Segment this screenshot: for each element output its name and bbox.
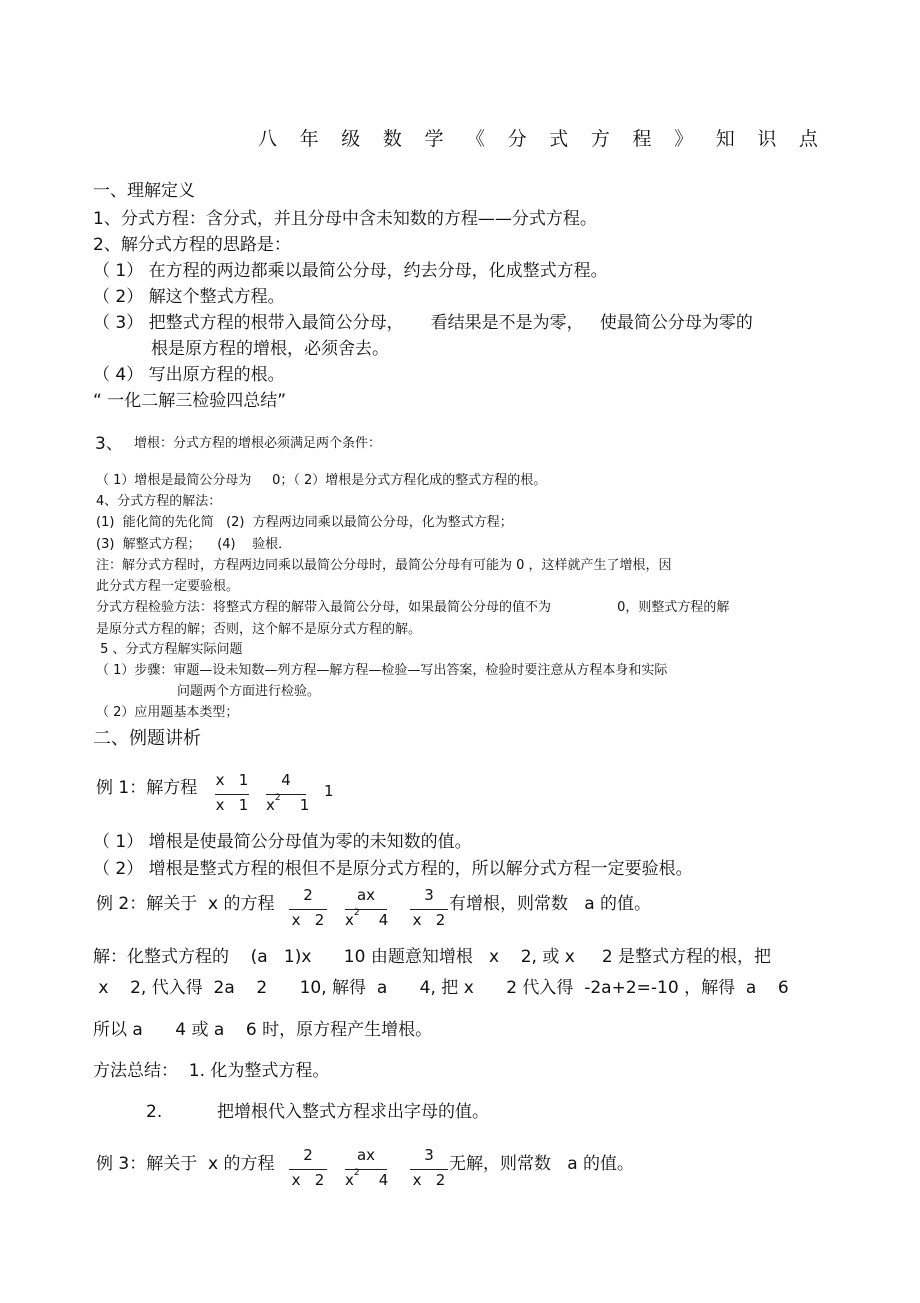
fraction-bar — [289, 1169, 327, 1170]
fraction — [345, 1148, 387, 1194]
word-problem-heading: 5 、分式方程解实际问题 — [96, 642, 243, 657]
denominator: x 2 — [412, 1171, 446, 1189]
check-method-line: 分式方程检验方法：将整式方程的解带入最简公分母，如果最简公分母的值不为 0，则整式方程的解 — [96, 600, 730, 615]
title-char: 数 — [382, 128, 402, 150]
title-char: 年 — [299, 128, 319, 150]
title-char: 学 — [424, 128, 444, 150]
page-title — [258, 130, 818, 149]
title-char: 方 — [590, 128, 610, 150]
denominator: x 2 — [291, 1171, 325, 1189]
example-2-tail: 有增根，则常数 a 的值。 — [449, 894, 652, 914]
denominator: x 2 — [412, 911, 446, 929]
den-base: x — [345, 1171, 354, 1189]
title-char: 知 — [715, 128, 735, 150]
definition-item-1: 1、分式方程：含分式，并且分母中含未知数的方程——分式方程。 — [93, 209, 597, 229]
method-summary: 方法总结： 1. 化为整式方程。 — [93, 1061, 330, 1081]
example-1-note: （ 1） 增根是使最简公分母值为零的未知数的值。 — [93, 832, 472, 852]
numerator: 4 — [281, 771, 291, 789]
den-base: x — [266, 796, 275, 814]
title-char: 级 — [341, 128, 361, 150]
solution-step: （ 3） 把整式方程的根带入最简公分母， 看结果是不是为零， 使最简公分母为零的 — [93, 313, 753, 333]
method-line: (3) 解整式方程； (4) 验根． — [96, 537, 292, 552]
fraction-bar — [345, 909, 387, 910]
solution-step: （ 1） 在方程的两边都乘以最简公分母，约去分母，化成整式方程。 — [93, 261, 608, 281]
den-rest: 4 — [359, 1171, 389, 1189]
example-1-label: 例 1：解方程 — [96, 778, 198, 798]
numerator: 2 — [303, 886, 313, 904]
check-method-line: 是原分式方程的解；否则，这个解不是原分式方程的解。 — [96, 622, 422, 637]
extraneous-root-heading: 增根：分式方程的增根必须满足两个条件： — [134, 436, 382, 451]
example-3-tail: 无解，则常数 a 的值。 — [449, 1154, 635, 1174]
denominator: x 2 — [291, 911, 325, 929]
example-2-label: 例 2：解关于 x 的方程 — [96, 894, 275, 914]
solution-step-continuation: 根是原方程的增根，必须舍去。 — [151, 339, 389, 359]
word-problem-step: （ 2）应用题基本类型； — [96, 705, 239, 720]
fraction-bar — [410, 1169, 448, 1170]
note-line: 此分式方程一定要验根。 — [96, 579, 240, 594]
fraction-bar — [410, 909, 448, 910]
exponent: 2 — [353, 1168, 360, 1178]
title-char: 分 — [507, 128, 527, 150]
fraction — [289, 1148, 327, 1194]
note-line: 注：解分式方程时，方程两边同乘以最简公分母时，最简公分母有可能为 0 ，这样就产生了增根，因 — [96, 558, 672, 573]
solution-step: （ 2） 解这个整式方程。 — [93, 287, 285, 307]
section-heading-definitions: 一、理解定义 — [93, 181, 195, 201]
den-rest: 4 — [359, 911, 389, 929]
fraction-bar — [289, 909, 327, 910]
title-char: 程 — [632, 128, 652, 150]
fraction — [345, 888, 387, 934]
word-problem-step-cont: 问题两个方面进行检验。 — [177, 684, 321, 699]
word-problem-step: （ 1）步骤：审题—设未知数—列方程—解方程—检验—写出答案，检验时要注意从方程本身和实际 — [96, 663, 668, 678]
denominator — [345, 908, 389, 929]
method-heading: 4、分式方程的解法： — [96, 494, 222, 509]
exponent: 2 — [274, 793, 281, 803]
title-char: 识 — [757, 128, 777, 150]
method-summary-step-text: 把增根代入整式方程求出字母的值。 — [217, 1102, 489, 1122]
numerator: ax — [356, 1146, 376, 1164]
solution-line: x 2, 代入得 2a 2 10, 解得 a 4, 把 x 2 代入得 -2a+2=-10 ，解得 a 6 — [93, 978, 789, 998]
title-char: 》 — [674, 128, 694, 150]
example-1-note: （ 2） 增根是整式方程的根但不是原分式方程的，所以解分式方程一定要验根。 — [93, 859, 693, 879]
numerator: 2 — [303, 1146, 313, 1164]
title-char: 点 — [798, 128, 818, 150]
den-rest: 1 — [280, 796, 310, 814]
title-char: 八 — [258, 128, 278, 150]
example-3-label: 例 3：解关于 x 的方程 — [96, 1154, 275, 1174]
solution-step: （ 4） 写出原方程的根。 — [93, 365, 285, 385]
equation-rhs: 1 — [324, 782, 334, 800]
numerator: x 1 — [215, 771, 249, 789]
fraction — [289, 888, 327, 934]
definition-item-2: 2、解分式方程的思路是： — [93, 235, 291, 255]
extraneous-root-conditions: （ 1）增根是最简公分母为 0；（ 2）增根是分式方程化成的整式方程的根。 — [96, 473, 547, 488]
method-summary-step-num: 2. — [146, 1102, 163, 1122]
fraction-bar — [266, 794, 306, 795]
fraction — [410, 888, 448, 934]
extraneous-root-number: 3、 — [95, 434, 123, 454]
title-char: 《 — [466, 128, 486, 150]
fraction — [410, 1148, 448, 1194]
denominator — [345, 1168, 389, 1189]
fraction — [266, 771, 310, 819]
denominator: x 1 — [215, 796, 249, 814]
section-heading-examples: 二、例题讲析 — [93, 728, 201, 749]
motto: “ 一化二解三检验四总结” — [93, 391, 287, 411]
solution-line: 解：化整式方程的 (a 1)x 10 由题意知增根 x 2, 或 x 2 是整式方程的根，把 — [93, 947, 772, 967]
den-base: x — [345, 911, 354, 929]
exponent: 2 — [353, 908, 360, 918]
title-char: 式 — [549, 128, 569, 150]
fraction-bar — [215, 794, 249, 795]
method-line: (1) 能化简的先化简 (2) 方程两边同乘以最简公分母，化为整式方程； — [96, 515, 513, 530]
denominator — [266, 793, 310, 814]
fraction-bar — [345, 1169, 387, 1170]
numerator: ax — [356, 886, 376, 904]
fraction — [215, 773, 249, 819]
solution-line: 所以 a 4 或 a 6 时，原方程产生增根。 — [93, 1020, 433, 1040]
numerator: 3 — [424, 1146, 434, 1164]
numerator: 3 — [424, 886, 434, 904]
